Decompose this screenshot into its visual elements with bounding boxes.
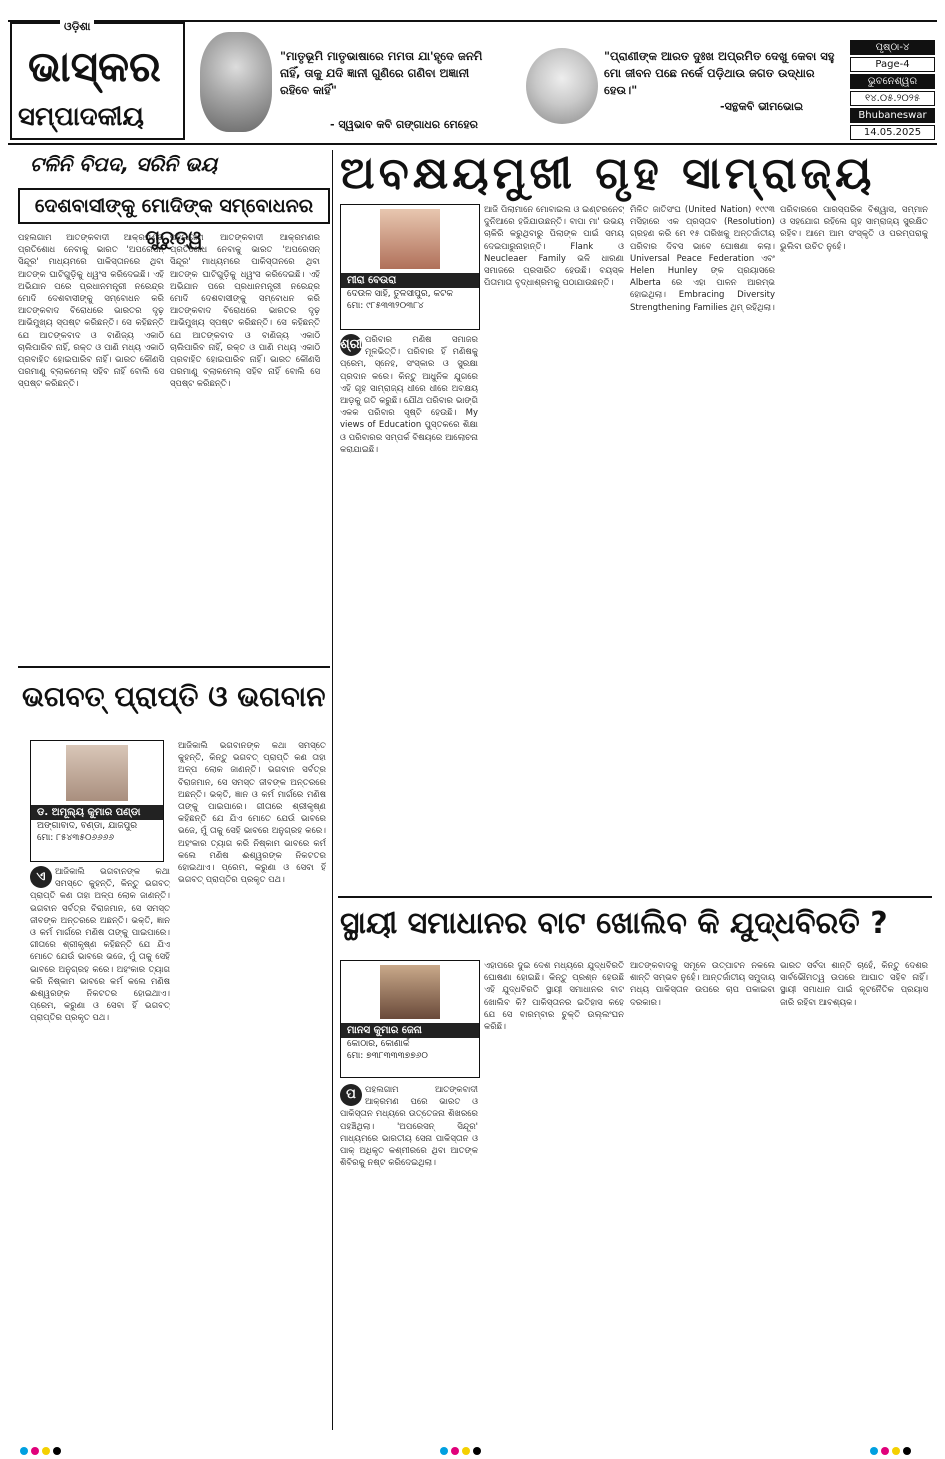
registration-dots-right (870, 1440, 914, 1459)
peace-author-box (340, 960, 480, 1078)
date-or: ୧୪.୦୫.୨୦୨୫ (850, 91, 935, 106)
peace-body-col2: ଏହାପରେ ଦୁଇ ଦେଶ ମଧ୍ୟରେ ଯୁଦ୍ଧବିରତି ଘୋଷଣା ହୋଇଛି। କିନ୍ତୁ ପ୍ରଶ୍ନ ହେଉଛି ଏହି ଯୁଦ୍ଧବିରତି ସ୍ଥାୟୀ ସମାଧାନର ବାଟ ଖୋଲିବ କି? ପାକିସ୍ତାନର ଇତିହାସ କହେ ଯେ ସେ ବାରମ୍ବାର ଚୁକ୍ତି ଉଲ୍ଲଂଘନ କରିଛି। (484, 961, 624, 1033)
peace-body-col4: ଭାରତ ସର୍ବଦା ଶାନ୍ତି ଚାହେଁ, କିନ୍ତୁ ଦେଶର ସାର୍ବଭୌମତ୍ୱ ଉପରେ ଆଘାତ ସହିବ ନାହିଁ। ସ୍ଥାୟୀ ସମାଧାନ ପାଇଁ କୂଟନୈତିକ ପ୍ରୟାସ ଜାରି ରହିବା ଆବଶ୍ୟକ। (780, 961, 928, 1008)
page-number-en: Page-4 (850, 57, 935, 72)
bhagavat-author-phone: ମୋ: ୮୫୪୩୫୦୬୬୬୬ (37, 833, 115, 843)
city-en: Bhubaneswar (850, 108, 935, 123)
griha-body-col1 (340, 334, 478, 894)
bhagavat-author-place: ଅଙ୍ଗାବାଦ, ବଣ୍ଡା, ଯାଜପୁର (37, 821, 138, 831)
masthead-logo: ଭାସ୍କର (28, 42, 161, 91)
quote-left-author: - ସ୍ୱଭାବ କବି ଗଙ୍ଗାଧର ମେହେର (330, 118, 478, 131)
cyan-dot (440, 1447, 448, 1455)
peace-headline: ସ୍ଥାୟୀ ସମାଧାନର ବାଟ ଖୋଲିବ କି ଯୁଦ୍ଧବିରତି ? (340, 906, 888, 941)
peace-body-col3: ଆତଙ୍କବାଦକୁ ସମୂଳେ ଉତ୍ପାଟନ ନକଲେ ଶାନ୍ତି ସମ୍ଭବ ନୁହେଁ। ଆନ୍ତର୍ଜାତୀୟ ସମୁଦାୟ ମଧ୍ୟ ପାକିସ୍ତାନ ଉପରେ ଚାପ ପକାଇବା ଦରକାର। (630, 961, 775, 1008)
peace-author-phone: ମୋ: ୭୩୮୩୩୩୭୭୬୦ (347, 1051, 428, 1061)
peace-dropcap: ପ (340, 1084, 362, 1106)
registration-dots-left (20, 1440, 64, 1459)
bhagavat-body-col2: ଆଜିକାଲି ଭଗବାନଙ୍କ କଥା ସମସ୍ତେ କୁହନ୍ତି, କିନ୍ତୁ ଭଗବତ୍ ପ୍ରାପ୍ତି କଣ ତାହା ଅଳ୍ପ ଲୋକ ଜାଣନ୍ତି। ଭଗବାନ ସର୍ବତ୍ର ବିରାଜମାନ, ସେ ସମସ୍ତ ଜୀବଙ୍କ ଅନ୍ତରରେ ଅଛନ୍ତି। ଭକ୍ତି, ଜ୍ଞାନ ଓ କର୍ମ ମାର୍ଗରେ ମଣିଷ ତାଙ୍କୁ ପାଇପାରେ। ଗୀତାରେ ଶ୍ରୀକୃଷ୍ଣ କହିଛନ୍ତି ଯେ ଯିଏ ମୋତେ ଯେଉଁ ଭାବରେ ଭଜେ, ମୁଁ ତାକୁ ସେହି ଭାବରେ ଅନୁଗ୍ରହ କରେ। ଅହଂକାର ତ୍ୟାଗ କରି ନିଷ୍କାମ ଭାବରେ କର୍ମ କଲେ ମଣିଷ ଈଶ୍ୱରଙ୍କ ନିକଟତର ହୋଇଥାଏ। ପ୍ରେମ, କରୁଣା ଓ ସେବା ହିଁ ଭଗବତ୍ ପ୍ରାପ୍ତିର ପ୍ରକୃତ ପଥ। (178, 741, 326, 886)
griha-body-1: ପରିବାର ମଣିଷ ସମାଜର ମୂଳଭିତ୍ତି। ପରିବାର ହିଁ ମଣିଷକୁ ପ୍ରେମ, ସ୍ନେହ, ସଂସ୍କାର ଓ ସୁରକ୍ଷା ପ୍ରଦାନ କରେ। କିନ୍ତୁ ଆଧୁନିକ ଯୁଗରେ ଏହି ଗୃହ ସାମ୍ରାଜ୍ୟ ଧୀରେ ଧୀରେ ଅବକ୍ଷୟ ଆଡ଼କୁ ଗତି କରୁଛି। ଯୌଥ ପରିବାର ଭାଙ୍ଗି ଏକକ ପରିବାର ସୃଷ୍ଟି ହେଉଛି। My views of Education ପୁସ୍ତକରେ ଶିକ୍ଷା ଓ ପରିବାରର ସମ୍ପର୍କ ବିଷୟରେ ଆଲୋଚନା କରାଯାଇଛି। (340, 335, 478, 455)
magenta-dot (881, 1447, 889, 1455)
cyan-dot (20, 1447, 28, 1455)
masthead-state: ଓଡ଼ିଶା (60, 20, 94, 34)
griha-body-col2: ଆଜି ପିଲାମାନେ ମୋବାଇଲ ଓ ଇଣ୍ଟରନେଟ୍ ଦୁନିଆରେ ହଜିଯାଉଛନ୍ତି। ବାପା ମା' ଉଭୟ ଚାକିରି କରୁଥିବାରୁ ପିଲାଙ୍କ ପାଇଁ ସମୟ ଦେଇପାରୁନାହାନ୍ତି। Flank ଓ Neucleaer Family ଭଳି ଧାରଣା ସମାଜରେ ପ୍ରସାରିତ ହେଉଛି। ବୟସ୍କ ପିତାମାତା ବୃଦ୍ଧାଶ୍ରମକୁ ପଠାଯାଉଛନ୍ତି। (484, 205, 624, 289)
bhagavat-dropcap: ଏ (30, 866, 52, 888)
poet-portrait-left (200, 32, 272, 132)
quote-right-text: "ପ୍ରାଣୀଙ୍କ ଆରତ ଦୁଃଖ ଅପ୍ରମିତ ଦେଖୁ କେବା ସହୁ ମୋ ଜୀବନ ପଛେ ନର୍କେ ପଡ଼ିଥାଉ ଜଗତ ଉଦ୍ଧାର ହେଉ।" (604, 49, 835, 97)
editorial-headline: ଦେଶବାସୀଙ୍କୁ ମୋଦିଙ୍କ ସମ୍ବୋଧନର ଗୁରୁତ୍ୱ (18, 188, 330, 224)
griha-author-box (340, 204, 480, 330)
page-info (850, 40, 935, 142)
bhagavat-headline: ଭଗବତ୍ ପ୍ରାପ୍ତି ଓ ଭଗବାନ (22, 680, 326, 713)
bhagavat-author-name: ଡ. ଅମୂଲ୍ୟ କୁମାର ପଣ୍ଡା (31, 805, 163, 820)
editorial-rule (18, 666, 330, 668)
bhagavat-author-box (30, 740, 164, 862)
yellow-dot (892, 1447, 900, 1455)
editorial-body-col2: ପହଲଗାମ ଆତଙ୍କବାଦୀ ଆକ୍ରମଣର ପ୍ରତିଶୋଧ ନେବାକୁ ଭାରତ 'ଅପରେସନ୍ ସିନ୍ଦୂର' ମାଧ୍ୟମରେ ପାକିସ୍ତାନରେ ଥିବା ଆତଙ୍କ ଘାଟିଗୁଡ଼ିକୁ ଧ୍ୱଂସ କରିଦେଇଛି। ଏହି ଅଭିଯାନ ପରେ ପ୍ରଧାନମନ୍ତ୍ରୀ ନରେନ୍ଦ୍ର ମୋଦି ଦେଶବାସୀଙ୍କୁ ସମ୍ବୋଧନ କରି ଆତଙ୍କବାଦ ବିରୋଧରେ ଭାରତର ଦୃଢ଼ ଆଭିମୁଖ୍ୟ ସ୍ପଷ୍ଟ କରିଛନ୍ତି। ସେ କହିଛନ୍ତି ଯେ ଆତଙ୍କବାଦ ଓ ବାଣିଜ୍ୟ ଏକାଠି ଚାଲିପାରିବ ନାହିଁ, ରକ୍ତ ଓ ପାଣି ମଧ୍ୟ ଏକାଠି ପ୍ରବାହିତ ହୋଇପାରିବ ନାହିଁ। ଭାରତ କୌଣସି ପରମାଣୁ ବ୍ଲାକମେଲ୍ ସହିବ ନାହିଁ ବୋଲି ସେ ସ୍ପଷ୍ଟ କରିଛନ୍ତି। (170, 233, 320, 390)
column-divider (332, 150, 333, 1430)
bhagavat-body-col1 (30, 866, 170, 1426)
peace-author-name: ମାନସ କୁମାର ଜେନା (341, 1023, 479, 1038)
bhagavat-body-1: ଆଜିକାଲି ଭଗବାନଙ୍କ କଥା ସମସ୍ତେ କୁହନ୍ତି, କିନ୍ତୁ ଭଗବତ୍ ପ୍ରାପ୍ତି କଣ ତାହା ଅଳ୍ପ ଲୋକ ଜାଣନ୍ତି। ଭଗବାନ ସର୍ବତ୍ର ବିରାଜମାନ, ସେ ସମସ୍ତ ଜୀବଙ୍କ ଅନ୍ତରରେ ଅଛନ୍ତି। ଭକ୍ତି, ଜ୍ଞାନ ଓ କର୍ମ ମାର୍ଗରେ ମଣିଷ ତାଙ୍କୁ ପାଇପାରେ। ଗୀତାରେ ଶ୍ରୀକୃଷ୍ଣ କହିଛନ୍ତି ଯେ ଯିଏ ମୋତେ ଯେଉଁ ଭାବରେ ଭଜେ, ମୁଁ ତାକୁ ସେହି ଭାବରେ ଅନୁଗ୍ରହ କରେ। ଅହଂକାର ତ୍ୟାଗ କରି ନିଷ୍କାମ ଭାବରେ କର୍ମ କଲେ ମଣିଷ ଈଶ୍ୱରଙ୍କ ନିକଟତର ହୋଇଥାଏ। ପ୍ରେମ, କରୁଣା ଓ ସେବା ହିଁ ଭଗବତ୍ ପ୍ରାପ୍ତିର ପ୍ରକୃତ ପଥ। (30, 867, 170, 1024)
bhagavat-author-photo (66, 745, 128, 801)
peace-body-col1 (340, 1084, 478, 1426)
registration-dots-center (440, 1440, 484, 1459)
peace-author-photo (380, 965, 440, 1019)
yellow-dot (42, 1447, 50, 1455)
griha-author-photo (380, 209, 440, 269)
black-dot (473, 1447, 481, 1455)
peace-body-1: ପହଲଗାମ ଆତଙ୍କବାଦୀ ଆକ୍ରମଣ ପରେ ଭାରତ ଓ ପାକିସ୍ତାନ ମଧ୍ୟରେ ଉତ୍ତେଜନା ଶିଖରରେ ପହଞ୍ଚିଥିଲା। 'ଅପରେସନ୍ ସିନ୍ଦୂର' ମାଧ୍ୟମରେ ଭାରତୀୟ ସେନା ପାକିସ୍ତାନ ଓ ପାକ୍ ଅଧିକୃତ କଶ୍ମୀରରେ ଥିବା ଆତଙ୍କ ଶିବିରକୁ ନଷ୍ଟ କରିଦେଇଥିଲା। (340, 1085, 478, 1169)
magenta-dot (31, 1447, 39, 1455)
black-dot (53, 1447, 61, 1455)
masthead (10, 22, 185, 140)
quote-left-text: "ମାତୃଭୂମି ମାତୃଭାଷାରେ ମମତା ଯା'ହୃଦେ ଜନମି ନାହିଁ, ତାକୁ ଯଦି ଜ୍ଞାନୀ ଗୁଣିରେ ଗଣିବା ଅଜ୍ଞାନୀ ରହିବେ କାହିଁ" (280, 49, 483, 97)
poet-portrait-right (526, 48, 598, 124)
griha-author-name: ମୀରା ବେଉରା (341, 273, 479, 288)
yellow-dot (462, 1447, 470, 1455)
griha-rule (338, 896, 932, 898)
magenta-dot (451, 1447, 459, 1455)
section-title: ସମ୍ପାଦକୀୟ (18, 102, 144, 132)
city-or: ଭୁବନେଶ୍ୱର (850, 74, 935, 89)
griha-body-col3: ମିଳିତ ଜାତିସଂଘ (United Nation) ୧୯୯୩ ମସିହାରେ ଏକ ପ୍ରସ୍ତାବ (Resolution) ଗ୍ରହଣ କରି ମେ ୧୫ ତାରିଖକୁ ଅନ୍ତର୍ଜାତୀୟ ପରିବାର ଦିବସ ଭାବେ ଘୋଷଣା କଲା। Universal Peace Federation ଏବଂ Helen Hunley ଙ୍କ ପ୍ରୟାସରେ Alberta ରେ ଏହା ପାଳନ ଆରମ୍ଭ ହୋଇଥିଲା। Embracing Diversity Strengthening Families ଥିମ୍ ରହିଥିଲା। (630, 205, 775, 313)
date-en: 14.05.2025 (850, 125, 935, 140)
masthead-rule (8, 143, 937, 145)
black-dot (903, 1447, 911, 1455)
cyan-dot (870, 1447, 878, 1455)
griha-author-phone: ମୋ: ୯୮୫୩୩୨୦୩୮୪ (347, 301, 424, 311)
editorial-body-col1: ପହଲଗାମ ଆତଙ୍କବାଦୀ ଆକ୍ରମଣର ପ୍ରତିଶୋଧ ନେବାକୁ ଭାରତ 'ଅପରେସନ୍ ସିନ୍ଦୂର' ମାଧ୍ୟମରେ ପାକିସ୍ତାନରେ ଥିବା ଆତଙ୍କ ଘାଟିଗୁଡ଼ିକୁ ଧ୍ୱଂସ କରିଦେଇଛି। ଏହି ଅଭିଯାନ ପରେ ପ୍ରଧାନମନ୍ତ୍ରୀ ନରେନ୍ଦ୍ର ମୋଦି ଦେଶବାସୀଙ୍କୁ ସମ୍ବୋଧନ କରି ଆତଙ୍କବାଦ ବିରୋଧରେ ଭାରତର ଦୃଢ଼ ଆଭିମୁଖ୍ୟ ସ୍ପଷ୍ଟ କରିଛନ୍ତି। ସେ କହିଛନ୍ତି ଯେ ଆତଙ୍କବାଦ ଓ ବାଣିଜ୍ୟ ଏକାଠି ଚାଲିପାରିବ ନାହିଁ, ରକ୍ତ ଓ ପାଣି ମଧ୍ୟ ଏକାଠି ପ୍ରବାହିତ ହୋଇପାରିବ ନାହିଁ। ଭାରତ କୌଣସି ପରମାଣୁ ବ୍ଲାକମେଲ୍ ସହିବ ନାହିଁ ବୋଲି ସେ ସ୍ପଷ୍ଟ କରିଛନ୍ତି। (18, 233, 164, 390)
page-number-or: ପୃଷ୍ଠା-୪ (850, 40, 935, 55)
griha-headline: ଅବକ୍ଷୟମୁଖୀ ଗୃହ ସାମ୍ରାଜ୍ୟ (340, 148, 876, 199)
quote-right-author: -ସନ୍ଥକବି ଭୀମଭୋଇ (720, 100, 804, 113)
griha-dropcap: ଶ୍ରୀ (340, 334, 362, 356)
editorial-kicker: ଟଳିନି ବିପଦ, ସରିନି ଭୟ (30, 152, 218, 176)
griha-author-place: ଦେଉଳ ସାହି, ତୁଳସୀପୁର, କଟକ (347, 289, 454, 299)
peace-author-place: କୋଠାର, କୋଣାର୍କ (347, 1039, 410, 1049)
griha-body-col4: ପରିବାରରେ ପାରସ୍ପରିକ ବିଶ୍ୱାସ, ସମ୍ମାନ ଓ ସହଯୋଗ ରହିଲେ ଗୃହ ସାମ୍ରାଜ୍ୟ ସୁରକ୍ଷିତ ରହିବ। ଆମେ ଆମ ସଂସ୍କୃତି ଓ ପରମ୍ପରାକୁ ଭୁଲିବା ଉଚିତ ନୁହେଁ। (780, 205, 928, 252)
